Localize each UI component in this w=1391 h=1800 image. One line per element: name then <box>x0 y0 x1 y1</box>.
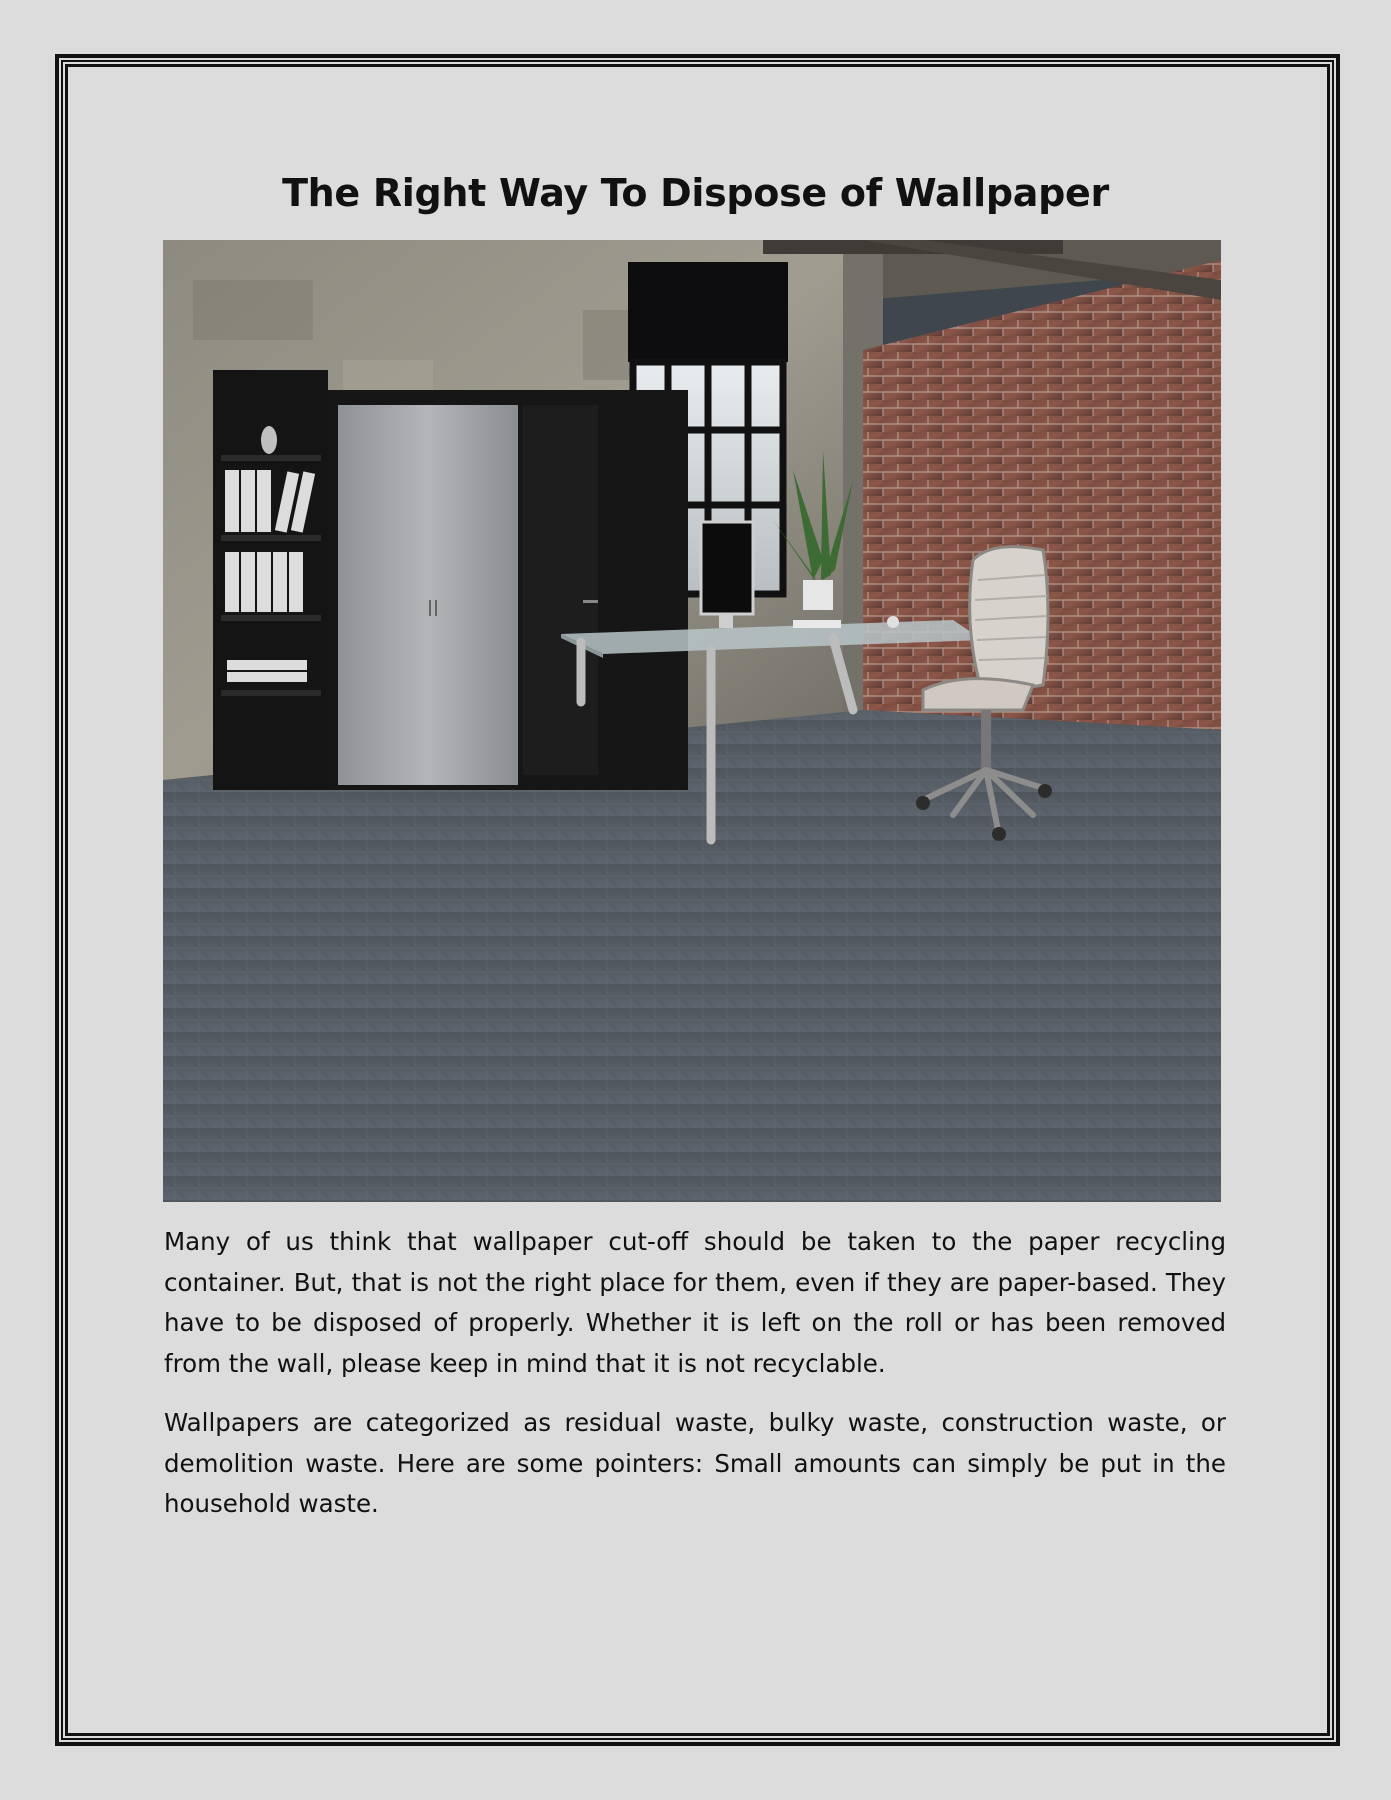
office-interior-photo <box>163 240 1221 1202</box>
body-paragraph-2: Wallpapers are categorized as residual waste, bulky waste, construction waste, or demolition waste. Here are some pointers: Small amounts can simply be put in the household waste. <box>164 1408 1226 1518</box>
document-title: The Right Way To Dispose of Wallpaper <box>282 171 1109 215</box>
body-paragraph-1: Many of us think that wallpaper cut-off should be taken to the paper recycling container. But, that is not the right place for them, even if they are paper-based. They have to be disposed of properly. Whether it is left on the roll or has been removed from the wall, please keep in mind that it is not recyclable. <box>164 1227 1226 1378</box>
